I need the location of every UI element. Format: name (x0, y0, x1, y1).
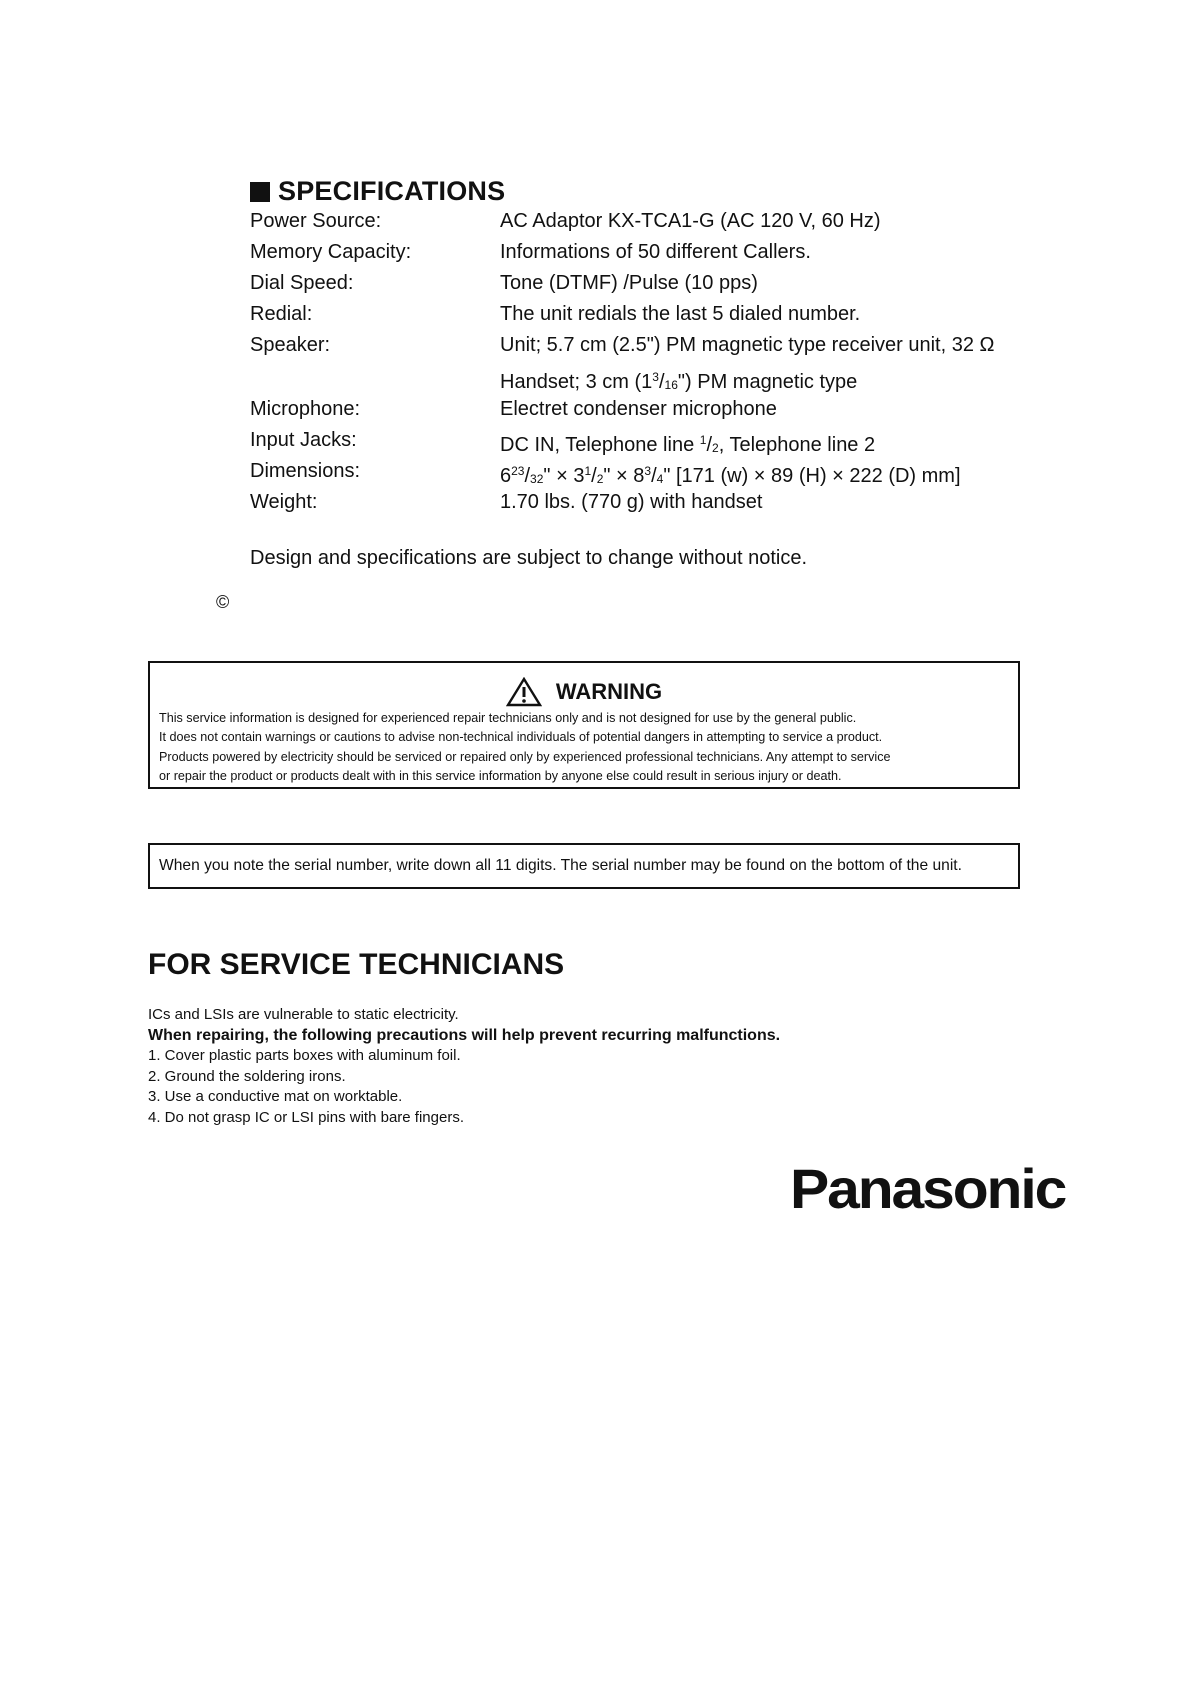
specifications-title: SPECIFICATIONS (278, 176, 506, 206)
service-precautions-heading: When repairing, the following precautions will help prevent recurring malfunctions. (148, 1026, 781, 1044)
copyright-mark: © (216, 592, 230, 612)
square-bullet-icon (250, 182, 270, 202)
spec-row-redial: Redial: The unit redials the last 5 dialed number. (250, 303, 861, 325)
spec-row-speaker-handset: Handset; 3 cm $(1^3/_{16}")$ PM magnetic type (500, 370, 858, 393)
service-technicians-text (148, 1005, 780, 1128)
service-step: 3. Use a conductive mat on worktable. (148, 1088, 403, 1105)
spec-row-input-jacks: Input Jacks: DC IN, Telephone line $^1/_2$, Telephone line 2 (250, 429, 876, 456)
warning-line: Products powered by electricity should be serviced or repaired only by experienced professional technicians. Any attempt to service (159, 749, 891, 764)
warning-text (159, 709, 1019, 787)
spec-row-weight: Weight: 1.70 lbs. (770 g) with handset (250, 491, 763, 513)
spec-row-power: Power Source: AC Adaptor KX-TCA1-G (AC 120 V, 60 Hz) (250, 210, 881, 232)
serial-number-note: When you note the serial number, write down all 11 digits. The serial number may be found on the bottom of the unit. (148, 843, 1020, 889)
warning-box (148, 661, 1020, 789)
service-step: 2. Ground the soldering irons. (148, 1067, 346, 1085)
spec-row-dial-speed: Dial Speed: Tone (DTMF) /Pulse (10 pps) (250, 272, 758, 294)
warning-line: This service information is designed for experienced repair technicians only and is not designed for use by the general public. (159, 711, 857, 725)
service-step: 1. Cover plastic parts boxes with aluminum foil. (148, 1047, 461, 1064)
specifications-note: Design and specifications are subject to change without notice. (250, 547, 808, 569)
service-step: 4. Do not grasp IC or LSI pins with bare fingers. (148, 1108, 464, 1126)
warning-title-text: WARNING (555, 679, 663, 704)
warning-line: It does not contain warnings or cautions to advise non-technical individuals of potential dangers in attempting to service a product. (159, 730, 883, 745)
specifications-heading (250, 176, 505, 207)
warning-title (150, 677, 1018, 707)
spec-row-memory: Memory Capacity: Informations of 50 different Callers. (250, 241, 811, 263)
warning-line: or repair the product or products dealt with in this service information by anyone else could result in serious injury or death. (159, 769, 842, 784)
spec-row-dimensions: Dimensions: $6^{23}/_{32}$" × $3^1/_2$" × $8^3/_4$" [171 (w) × 89 (H) × 222 (D) mm] (250, 460, 961, 487)
panasonic-logo: Panasonic (790, 1157, 1066, 1220)
spec-row-microphone: Microphone: Electret condenser microphone (250, 398, 777, 420)
spec-row-speaker: Speaker: Unit; 5.7 cm (2.5") PM magnetic type receiver unit, 32 Ω (250, 334, 995, 356)
warning-triangle-icon (506, 677, 542, 707)
service-technicians-title: FOR SERVICE TECHNICIANS (148, 948, 565, 981)
service-intro: ICs and LSIs are vulnerable to static electricity. (148, 1006, 459, 1023)
specifications-table (250, 206, 1030, 518)
